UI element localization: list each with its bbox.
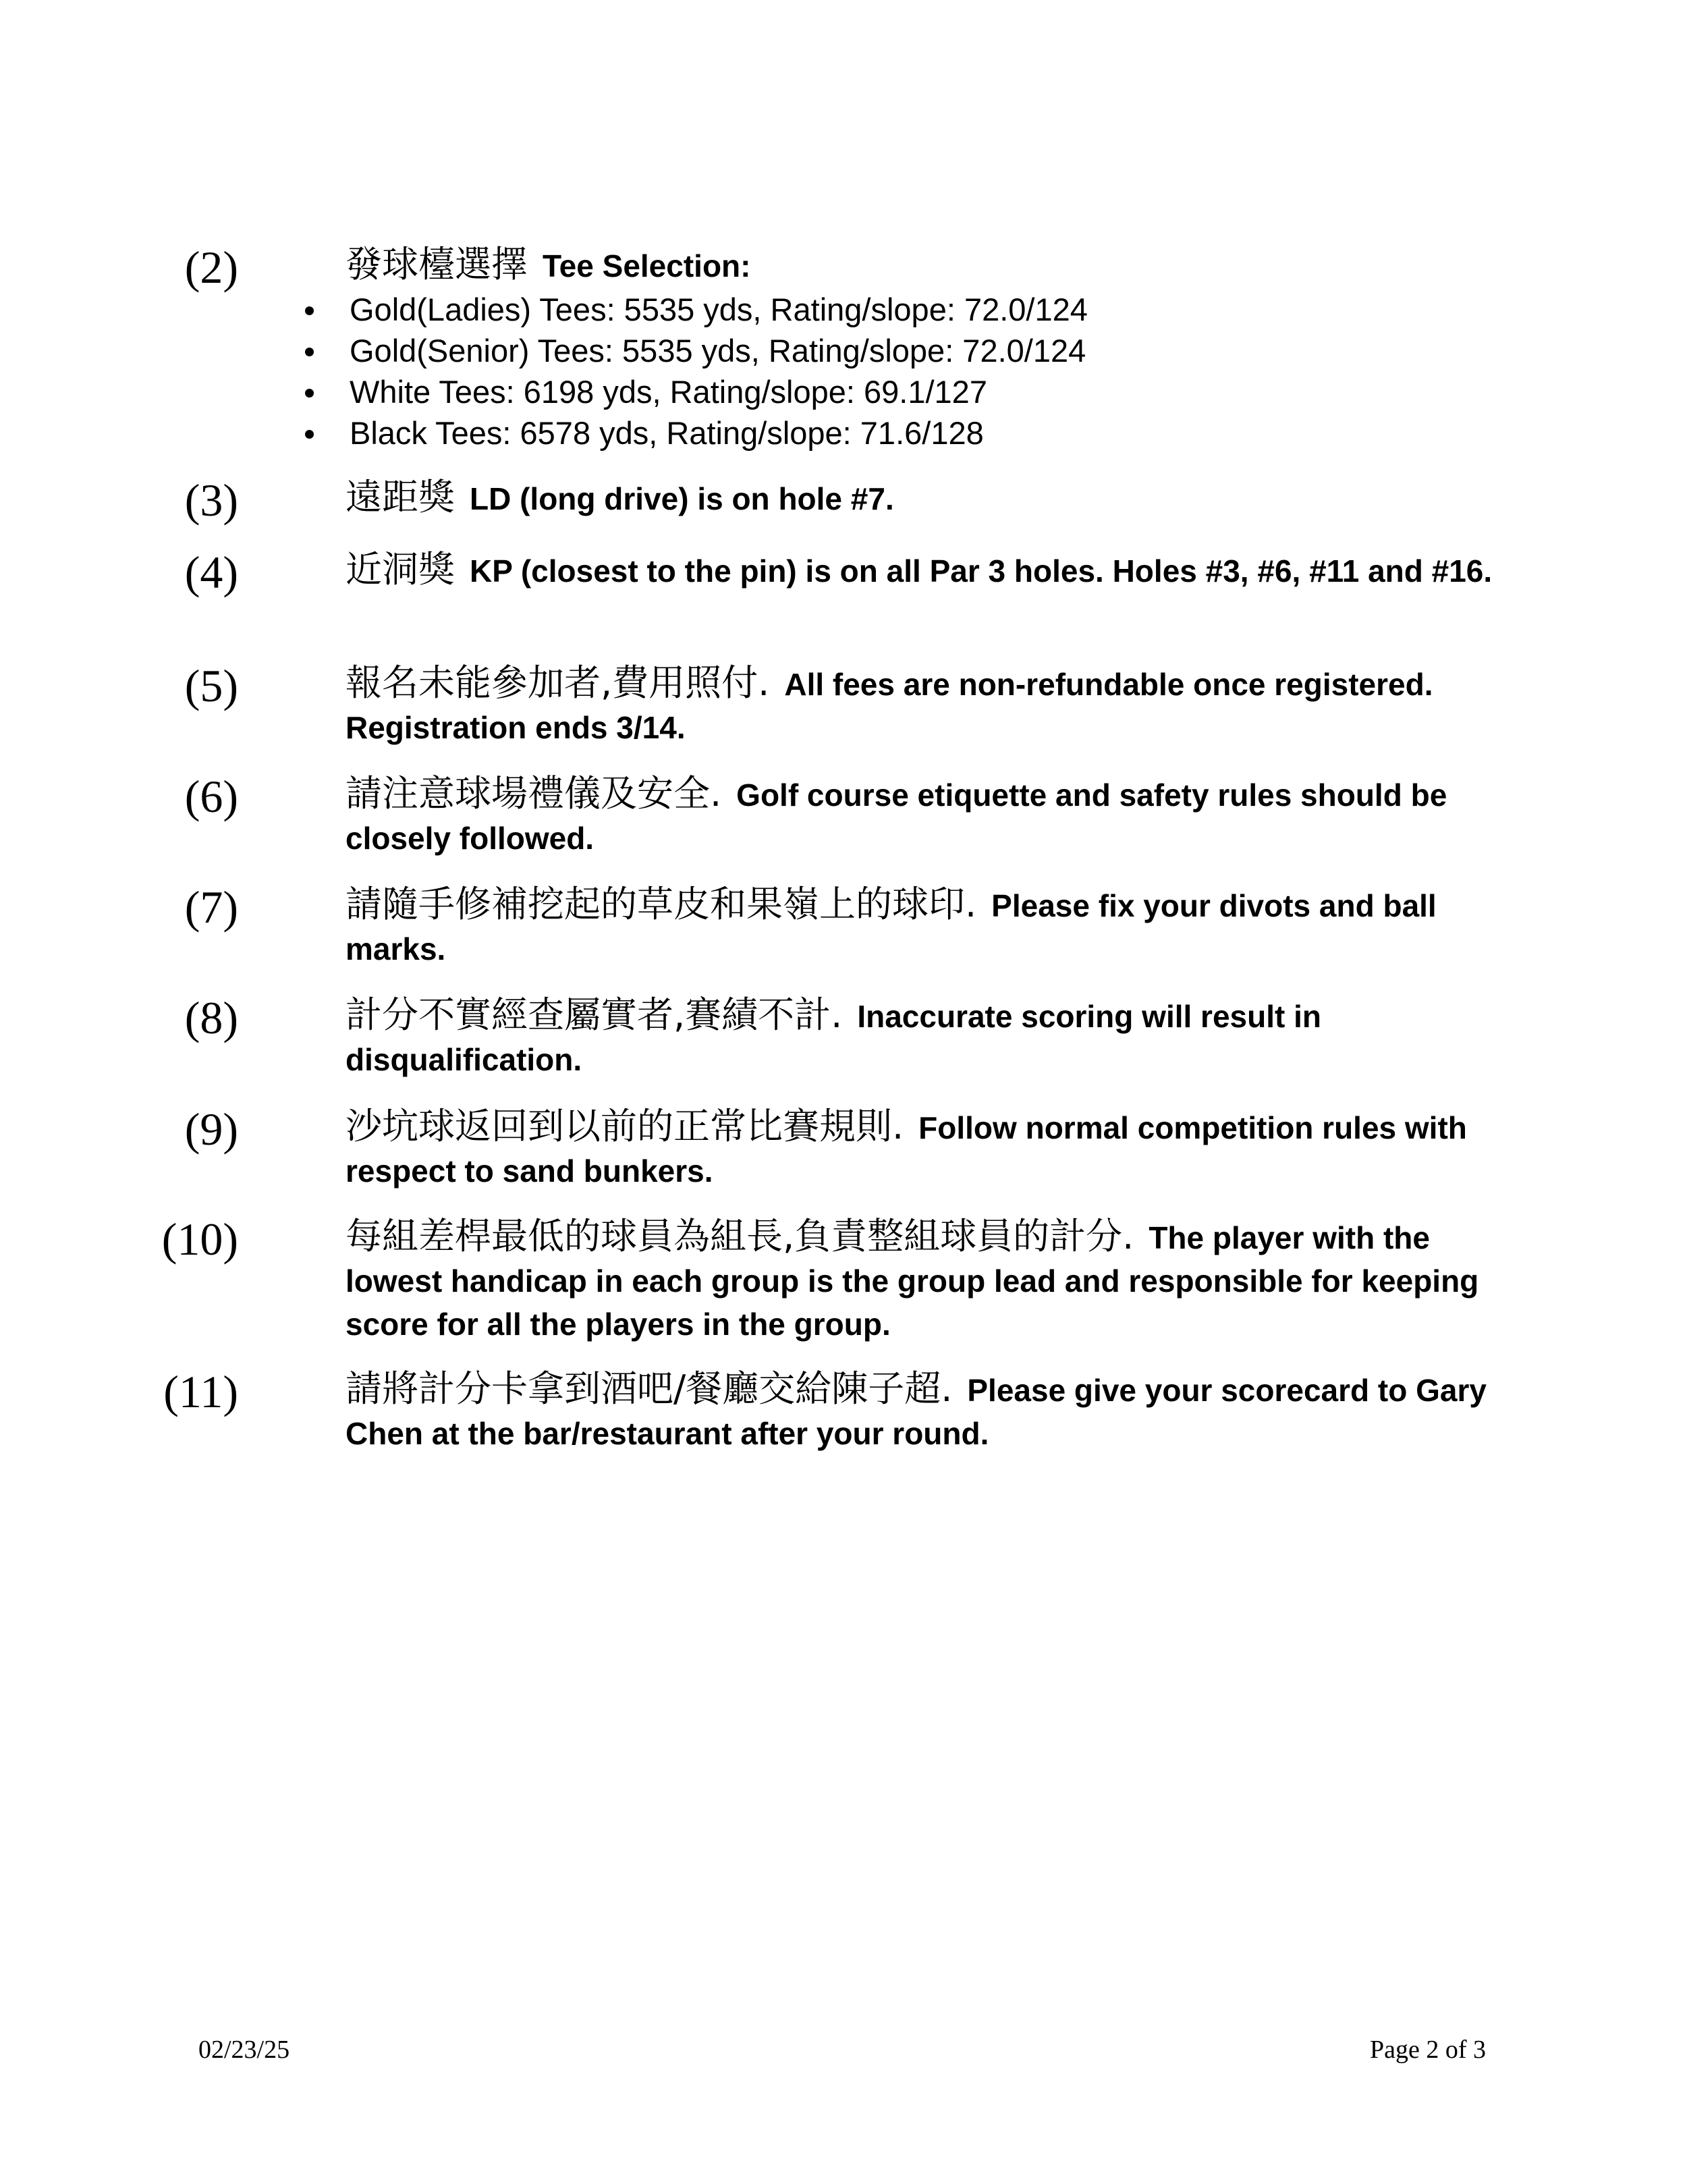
rule-text [345, 1105, 1506, 1193]
rule-number: (10) [161, 1213, 238, 1265]
rule-text [345, 476, 1506, 520]
rule-text [345, 548, 1506, 593]
rule-english-text: Inaccurate scoring will result in disqualification. [345, 999, 1321, 1077]
rule-chinese-text: 計分不實經查屬實者,賽績不計. [345, 993, 843, 1036]
rule-english-text: Please fix your divots and ball marks. [345, 888, 1437, 966]
rule-item-2 [184, 242, 1512, 454]
rule-item-8 [184, 992, 1512, 1081]
tee-list-item [250, 371, 1512, 412]
rule-chinese-text: 請將計分卡拿到酒吧/餐廳交給陳子超. [345, 1367, 953, 1410]
rule-item-5 [184, 660, 1512, 749]
rule-item-3 [184, 474, 1512, 526]
tee-text: White Tees: 6198 yds, Rating/slope: 69.1/127 [350, 374, 987, 410]
rule-english-text: Follow normal competition rules with respect to sand bunkers. [345, 1110, 1467, 1189]
rule-english-text: KP (closest to the pin) is on all Par 3 holes. Holes #3, #6, #11 and #16. [470, 553, 1493, 589]
rule-chinese-text: 報名未能參加者,費用照付. [345, 661, 770, 704]
rule-text [345, 993, 1506, 1081]
rule-number: (11) [163, 1366, 238, 1417]
rule-item-10 [161, 1213, 1512, 1346]
rule-english-text: Golf course etiquette and safety rules should be closely followed. [345, 777, 1447, 856]
rule-chinese-text: 請隨手修補挖起的草皮和果嶺上的球印. [345, 883, 977, 925]
bullet-icon [305, 389, 314, 398]
rule-english-text: LD (long drive) is on hole #7. [470, 481, 894, 516]
rule-english-text: Tee Selection: [543, 248, 751, 283]
rule-chinese-text: 請注意球場禮儀及安全. [345, 772, 722, 815]
rule-chinese-text: 每組差桿最低的球員為組長,負責整組球員的計分. [345, 1215, 1134, 1257]
rule-number: (9) [184, 1103, 238, 1155]
rule-chinese-text: 發球檯選擇 [345, 243, 528, 285]
rule-item-9 [184, 1103, 1512, 1193]
rule-text [345, 1367, 1506, 1455]
rule-item-11 [163, 1366, 1512, 1455]
tee-list [250, 289, 1512, 454]
tee-list-item [250, 330, 1512, 371]
rule-number: (4) [184, 547, 238, 598]
rule-text [345, 243, 1506, 288]
footer-date: 02/23/25 [198, 2036, 290, 2064]
tee-list-item [250, 412, 1512, 454]
rule-text [345, 883, 1506, 971]
rule-chinese-text: 遠距獎 [345, 476, 455, 518]
rule-text [345, 661, 1506, 749]
rule-text [345, 1215, 1506, 1346]
tee-list-item [250, 289, 1512, 330]
rule-number: (5) [184, 660, 238, 711]
rule-chinese-text: 近洞獎 [345, 548, 455, 591]
footer-page-number: Page 2 of 3 [1369, 2036, 1486, 2064]
rule-number: (6) [184, 771, 238, 822]
rule-text [345, 772, 1506, 860]
rule-item-6 [184, 771, 1512, 860]
rule-chinese-text: 沙坑球返回到以前的正常比賽規則. [345, 1105, 904, 1147]
tee-text: Gold(Ladies) Tees: 5535 yds, Rating/slope: 72.0/124 [350, 292, 1088, 327]
rule-number: (8) [184, 992, 238, 1043]
rule-english-text: The player with the lowest handicap in each group is the group lead and responsible for keeping score for all the players in the group. [345, 1220, 1479, 1342]
rule-english-text: Please give your scorecard to Gary Chen at the bar/restaurant after your round. [345, 1373, 1487, 1451]
bullet-icon [305, 430, 314, 439]
rule-item-4 [184, 547, 1512, 598]
bullet-icon [305, 348, 314, 356]
rule-number: (3) [184, 474, 238, 526]
tee-text: Black Tees: 6578 yds, Rating/slope: 71.6/128 [350, 415, 984, 451]
bullet-icon [305, 306, 314, 315]
rule-english-text: All fees are non-refundable once registered. Registration ends 3/14. [345, 667, 1433, 745]
rule-number: (2) [184, 242, 238, 293]
rule-item-7 [184, 881, 1512, 971]
tee-text: Gold(Senior) Tees: 5535 yds, Rating/slope: 72.0/124 [350, 333, 1086, 368]
rule-number: (7) [184, 881, 238, 933]
